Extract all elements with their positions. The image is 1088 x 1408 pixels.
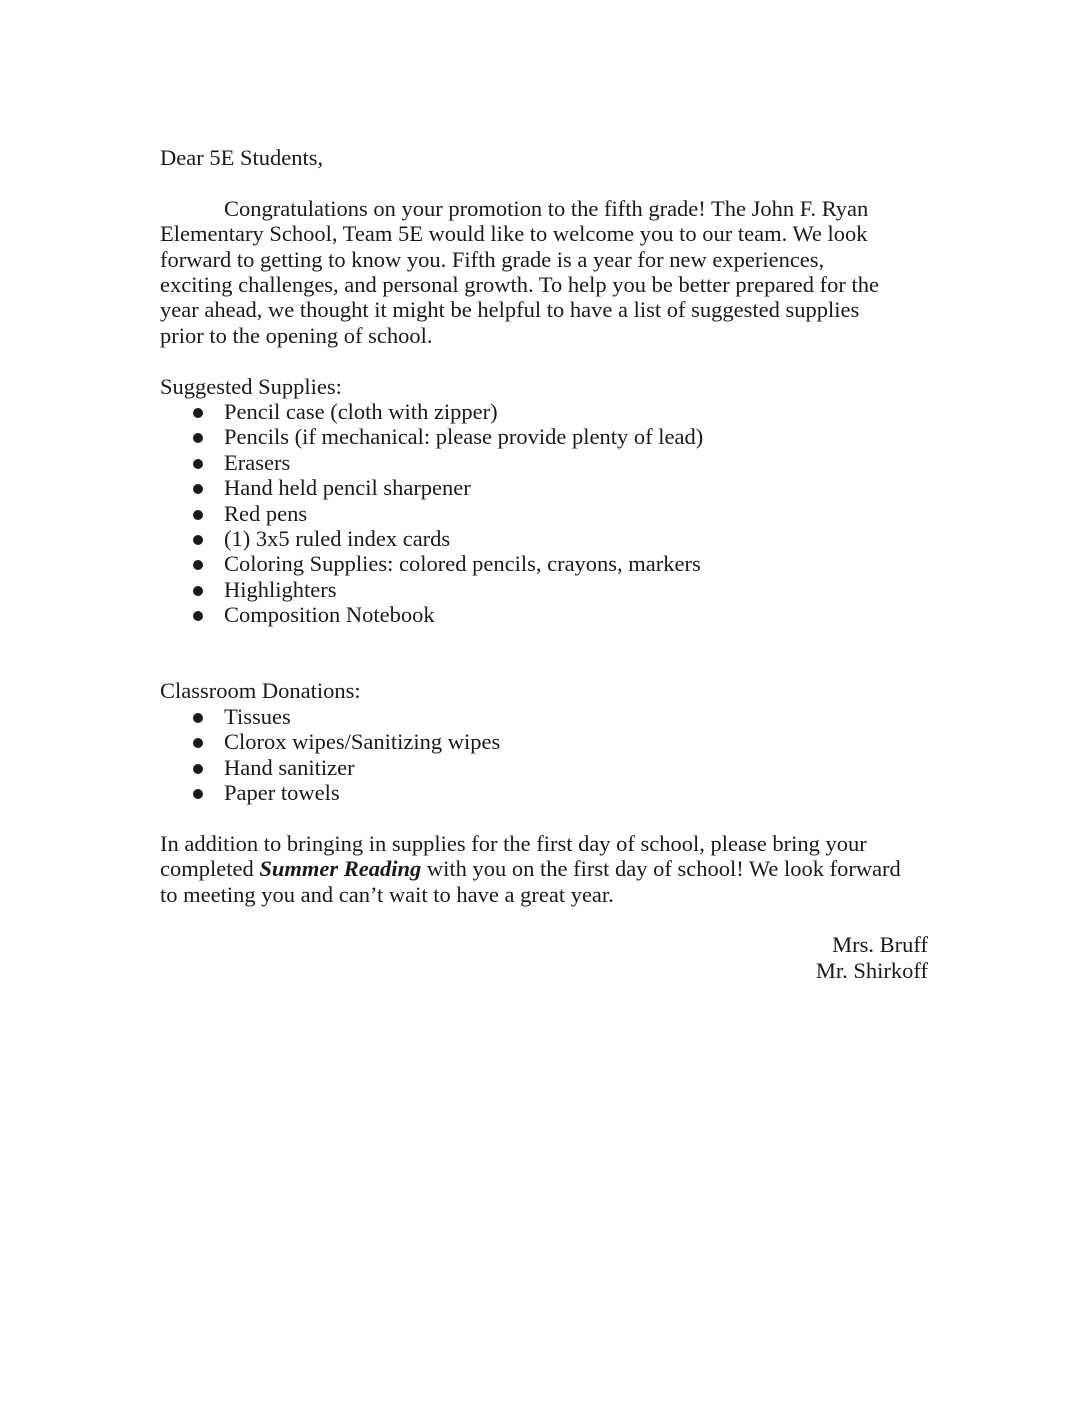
supplies-heading: Suggested Supplies: xyxy=(160,373,342,399)
list-item-text: Highlighters xyxy=(224,576,337,602)
closing-line: to meeting you and can’t wait to have a great year. xyxy=(160,881,614,907)
closing-line: In addition to bringing in supplies for the first day of school, please bring your xyxy=(160,830,867,856)
bullet-icon xyxy=(193,789,203,799)
closing-text: with you on the first day of school! We look forward xyxy=(421,856,901,882)
closing-text: completed xyxy=(160,856,260,882)
list-item-text: Pencils (if mechanical: please provide plenty of lead) xyxy=(224,424,704,450)
spacer xyxy=(160,170,928,195)
list-item xyxy=(160,424,928,449)
intro-paragraph: Congratulations on your promotion to the fifth grade! The John F. Ryan Elementary School, Team 5E would like to welcome you to our team. We look forward to getting to know you. Fifth grade is a year for new experiences, exciting challenges, and personal growth. To help you be better prepared for the year ahead, we thought it might be helpful to have a list of suggested supplies prior to the opening of school. xyxy=(160,195,880,348)
spacer xyxy=(160,628,928,653)
list-item-text: Coloring Supplies: colored pencils, crayons, markers xyxy=(224,551,701,577)
list-item xyxy=(160,577,928,602)
list-item-text: Hand held pencil sharpener xyxy=(224,475,471,501)
donations-list xyxy=(160,704,928,806)
letter-page xyxy=(160,145,928,983)
summer-reading-emphasis: Summer Reading xyxy=(259,856,422,882)
list-item-text: Clorox wipes/Sanitizing wipes xyxy=(224,729,501,755)
bullet-icon xyxy=(193,433,203,443)
bullet-icon xyxy=(193,408,203,418)
signature-block xyxy=(160,932,928,983)
bullet-icon xyxy=(193,510,203,520)
salutation: Dear 5E Students, xyxy=(160,145,324,170)
bullet-icon xyxy=(193,738,203,748)
bullet-icon xyxy=(193,764,203,774)
bullet-icon xyxy=(193,535,203,545)
spacer xyxy=(160,653,928,678)
spacer xyxy=(160,907,928,932)
bullet-icon xyxy=(193,484,203,494)
list-item xyxy=(160,780,928,805)
supplies-list xyxy=(160,399,928,628)
bullet-icon xyxy=(193,459,203,469)
bullet-icon xyxy=(193,611,203,621)
list-item xyxy=(160,704,928,729)
list-item-text: Composition Notebook xyxy=(224,602,435,628)
closing-paragraph xyxy=(160,831,928,907)
bullet-icon xyxy=(193,560,203,570)
list-item xyxy=(160,450,928,475)
list-item xyxy=(160,551,928,576)
list-item xyxy=(160,755,928,780)
list-item xyxy=(160,526,928,551)
signature-name: Mr. Shirkoff xyxy=(815,957,928,983)
list-item xyxy=(160,729,928,754)
list-item-text: Erasers xyxy=(224,449,291,475)
donations-heading: Classroom Donations: xyxy=(160,678,361,704)
list-item xyxy=(160,475,928,500)
list-item-text: (1) 3x5 ruled index cards xyxy=(224,526,451,552)
list-item xyxy=(160,501,928,526)
list-item-text: Tissues xyxy=(224,703,291,729)
bullet-icon xyxy=(193,586,203,596)
list-item-text: Red pens xyxy=(224,500,308,526)
spacer xyxy=(160,348,928,373)
list-item xyxy=(160,399,928,424)
list-item-text: Hand sanitizer xyxy=(224,754,355,780)
list-item-text: Pencil case (cloth with zipper) xyxy=(224,399,498,425)
list-item xyxy=(160,602,928,627)
list-item-text: Paper towels xyxy=(224,780,340,806)
spacer xyxy=(160,805,928,830)
signature-name: Mrs. Bruff xyxy=(832,932,928,958)
bullet-icon xyxy=(193,713,203,723)
